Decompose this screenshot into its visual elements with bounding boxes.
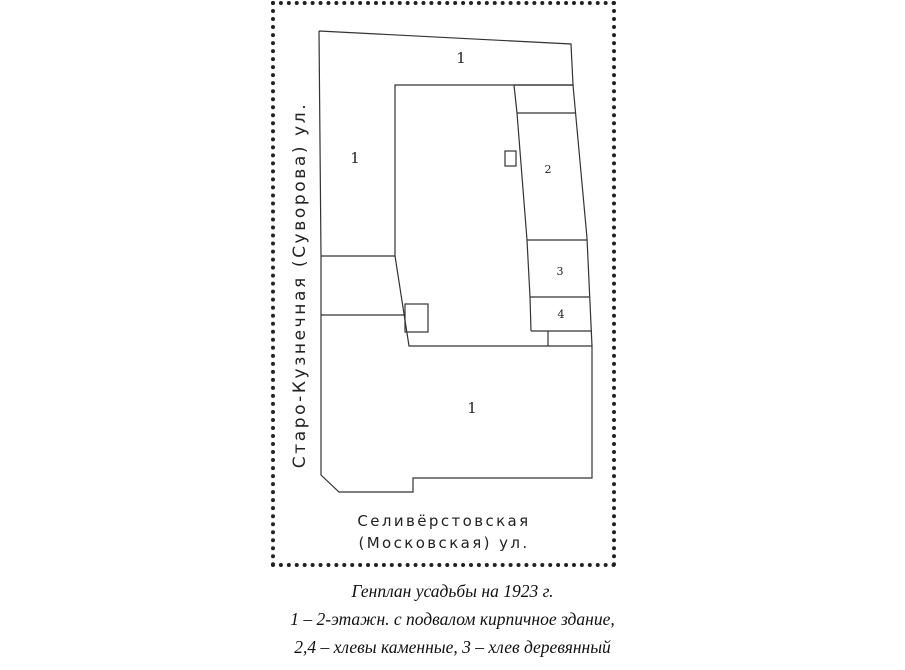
label-building-top: 1 [456,49,466,67]
street-label-bottom-line1: Селивёрстовская [357,512,531,530]
label-building-2: 2 [544,163,552,176]
street-label-left: Старо-Кузнечная (Суворова) ул. [290,101,310,469]
label-building-3: 3 [556,265,564,278]
caption-title: Генплан усадьбы на 1923 г. [351,581,554,601]
building-outline [319,31,592,492]
label-building-bottom: 1 [467,399,477,417]
caption-legend-2: 2,4 – хлевы каменные, 3 – хлев деревянный [294,637,611,657]
right-block-outline [514,85,592,346]
street-label-bottom-line2: (Московская) ул. [358,534,530,552]
small-square [505,151,516,166]
small-annex [405,304,428,332]
label-building-4: 4 [557,308,565,321]
caption-legend-1: 1 – 2-этажн. с подвалом кирпичное здание, [290,609,615,629]
label-building-left: 1 [350,149,360,167]
